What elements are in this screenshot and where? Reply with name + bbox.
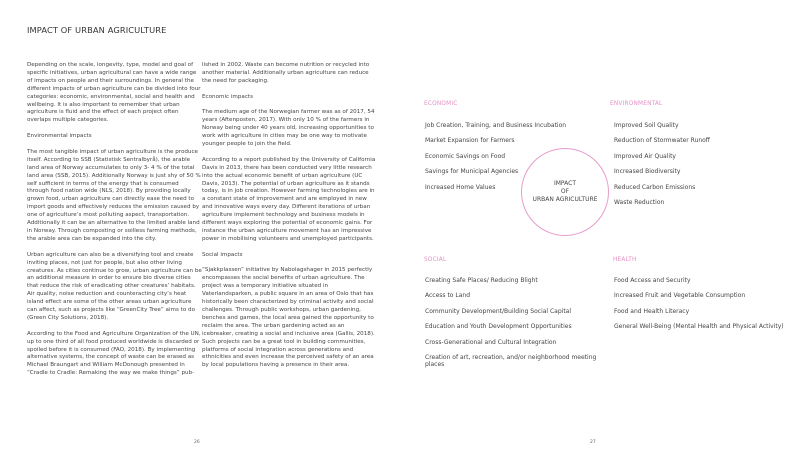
list-item: Creation of art, recreation, and/or neighborhood meeting places	[425, 353, 597, 369]
page-number-right: 27	[590, 440, 596, 445]
health-list	[614, 277, 791, 339]
section-heading-economic: Economic impacts	[202, 93, 254, 100]
list-item: Food and Health Literacy	[614, 307, 690, 315]
category-title-economic: ECONOMIC	[424, 101, 458, 107]
circle-label-line-2: OF	[560, 188, 570, 195]
category-title-social: SOCIAL	[424, 257, 447, 263]
left-column-2	[202, 62, 377, 378]
section-heading-social: Social impacts	[202, 251, 243, 258]
list-item: Economic Savings on Food	[425, 152, 506, 160]
paragraph: According to a report published by the University of California Davis in 2013, there has been conducted very little research into the actual economic benefit of urban agriculture (UC Davis, 2013). The potential of urban agriculture as it stands today, is in job creation. However farming technologies are in a constant state of improvement and are employed in new and innovative ways every day. Different iterations of urban agriculture implement technology and business models in different ways exploring the potential of economic gains. For instance the urban agriculture movement has an impressive power in mobilising volunteers and unemployed participants.	[202, 156, 376, 242]
page-title: IMPACT OF URBAN AGRICULTURE	[27, 25, 167, 35]
circle-label-line-1: IMPACT	[553, 180, 577, 187]
list-item: Increased Home Values	[425, 183, 496, 191]
category-title-health: HEALTH	[613, 257, 637, 263]
list-item: Increased Fruit and Vegetable Consumption	[614, 292, 746, 300]
paragraph: Urban agriculture can also be a diversifying tool and create inviting places, not just for people, but also other living creatures. As cities continue to grow, urban agriculture can be an additional measure in order to ensure bio diverse cities that reduce the risk of eradicating other creatures’ habitats. Air quality, noise reduction and counteracting city’s heat island effect are some of the other areas urban agriculture can affect, such as projects like “GreenCity Tree” aims to do (Green City Solutions, 2018).	[27, 251, 202, 321]
list-item: Education and Youth Development Opportunities	[425, 323, 572, 331]
paragraph: lished in 2002. Waste can become nutrition or recycled into another material. Additionally urban agriculture can reduce the need for packaging.	[202, 62, 370, 84]
page-number-left: 26	[194, 440, 200, 445]
list-item: Community Development/Building Social Capital	[425, 307, 572, 315]
list-item: Reduction of Stormwater Runoff	[614, 137, 710, 145]
section-heading-environmental: Environmental impacts	[27, 133, 92, 140]
category-title-environmental: ENVIRONMENTAL	[610, 101, 663, 107]
list-item: Improved Air Quality	[614, 152, 676, 160]
list-item: Increased Biodiversity	[614, 168, 681, 176]
environmental-list	[614, 122, 791, 214]
list-item: Access to Land	[425, 292, 471, 300]
social-list	[425, 277, 605, 377]
paragraph: “Sjakkplassen” initiative by Nabolagshager in 2015 perfectly encompasses the social benefits of urban agriculture. The project was a temporary initiative situated in Vaterlandsparken, a public square in an area of Oslo that has historically been characterized by criminal activity and social challenges. Through public workshops, urban gardening, benches and games, the local area gained the opportunity to reclaim the area. The urban gardening acted as an icebreaker, creating a social and inclusive area (Gallis, 2018). Such projects can be a great tool in building communities, platforms of social integration across generations and ethnicities and even increase the perceived safety of an area by local populations having a presence in their area.	[202, 267, 375, 369]
list-item: Creating Safe Places/ Reducing Blight	[425, 277, 538, 284]
impact-circle	[521, 148, 609, 236]
paragraph: According to the Food and Agriculture Organization of the UN, up to one third of all food produced worldwide is discarded or spoiled before it is consumed (FAO, 2018). By implementing alternative systems, the concept of waste can be erased as Michael Braungart and William McDonough presented in “Cradle to Cradle: Remaking the way we make things” pub-	[27, 330, 201, 377]
list-item: General Well-Being (Mental Health and Physical Activity)	[614, 323, 784, 331]
list-item: Cross-Generational and Cultural Integration	[425, 338, 557, 346]
paragraph: The most tangible impact of urban agriculture is the produce itself. According to SSB (Statistisk Sentralbyrå), the arable land area of Norway accumulates to only 3- 4 % of the total land area (SSB, 2015). Additionally Norway is just shy of 50 % self sufficient in terms of the energy that is consumed through food nation wide (NLS, 2018). By providing locally grown food, urban agriculture can directly ease the need to import goods and effectively reduces the emission caused by one of agriculture’s most polluting aspect, transportation. Additionally it can be an alternative to the limited arable land in Norway. Through composting or soilless farming methods, the arable area can be expanded into the city.	[27, 148, 201, 242]
paragraph: The medium age of the Norwegian farmer was as of 2017, 54 years (Aftenposten, 2017). With only 10 % of the farmers in Norway being under 40 years old, increasing opportunities to work with agriculture in cities may be one way to motivate younger people to join the field.	[202, 109, 375, 148]
circle-label-line-3: URBAN AGRICULTURE	[532, 196, 598, 203]
list-item: Savings for Municipal Agencies	[425, 168, 519, 176]
left-column-1	[27, 62, 202, 386]
list-item: Job Creation, Training, and Business Incubation	[425, 122, 567, 129]
intro-paragraph: Depending on the scale, longevity, type, model and goal of specific initiatives, urban agricultural can have a wide range of impacts on people and their surroundings. In general the different impacts of urban agriculture can be divided into four categories: economic, environmental, social and health and wellbeing. It is also important to remember that urban agriculture is fluid and the effect of each project often overlaps multiple categories.	[27, 62, 201, 124]
list-item: Market Expansion for Farmers	[425, 137, 515, 145]
list-item: Improved Soil Quality	[614, 122, 679, 129]
list-item: Reduced Carbon Emissions	[614, 183, 696, 191]
list-item: Food Access and Security	[614, 277, 691, 284]
list-item: Waste Reduction	[614, 198, 665, 206]
